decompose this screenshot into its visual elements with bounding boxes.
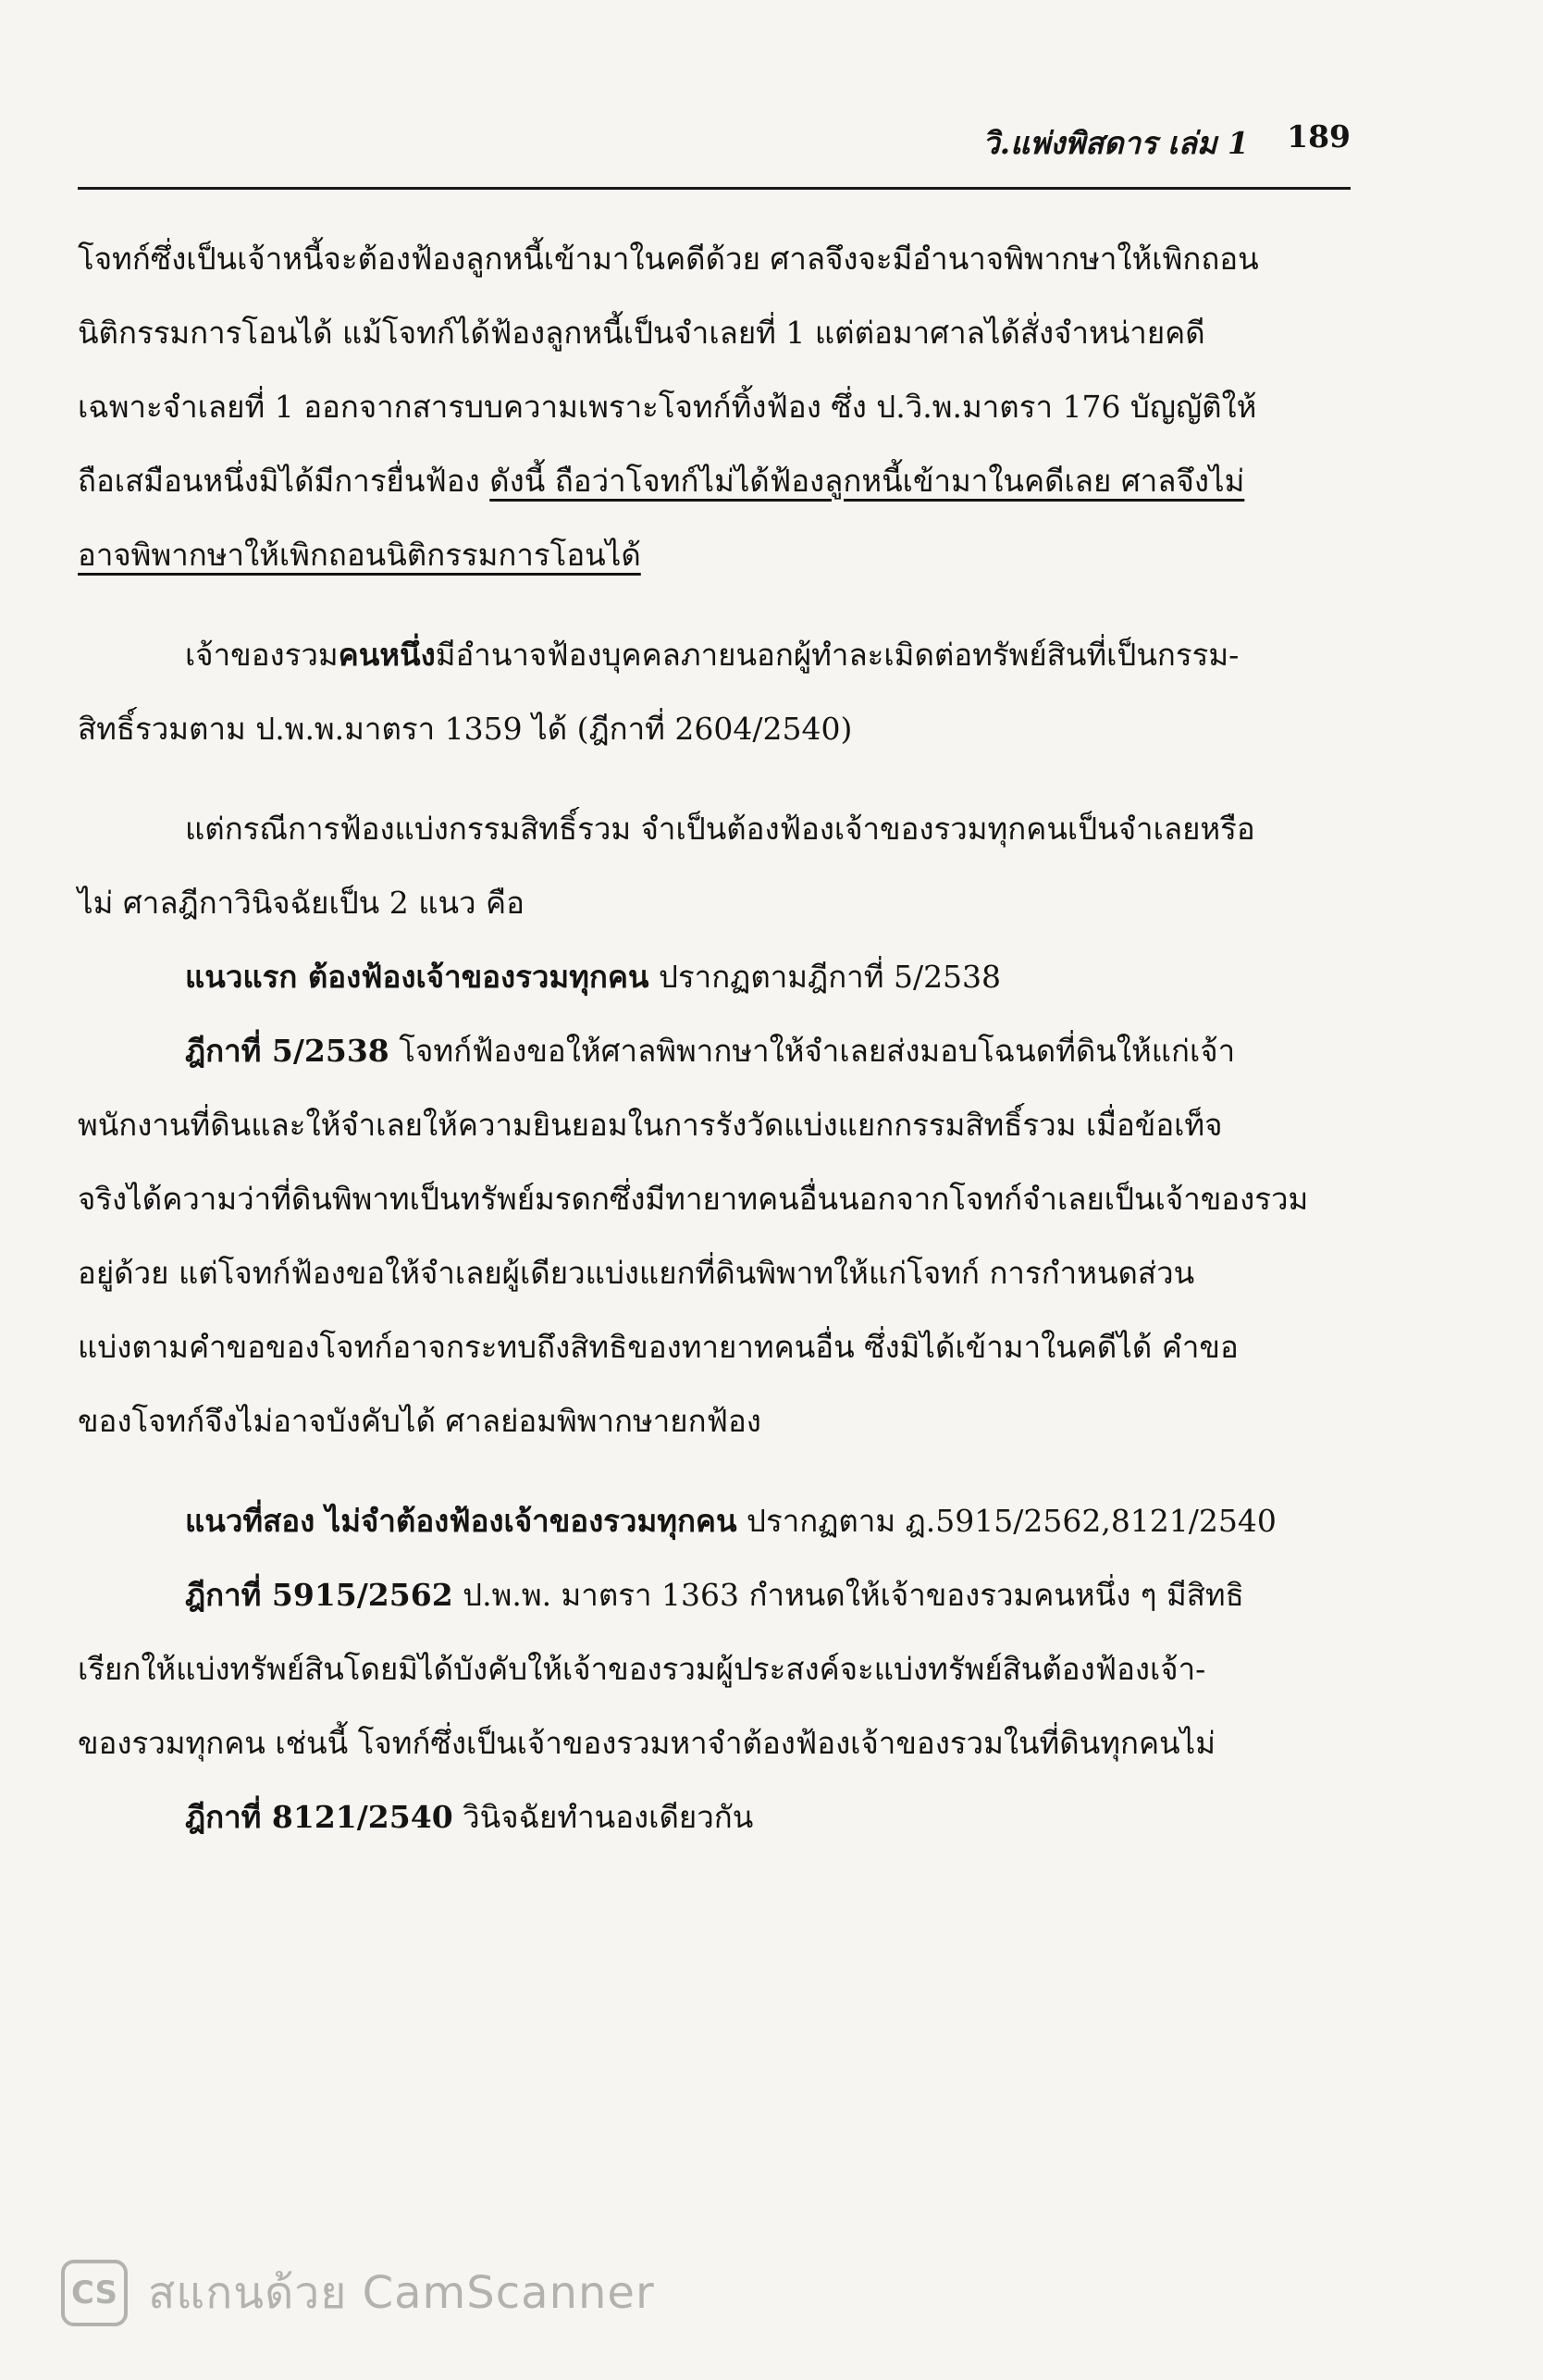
paragraph-approach-2 (78, 1484, 1351, 1558)
text-line (78, 618, 1351, 692)
page-number: 189 (1287, 118, 1351, 155)
text-segment: โจทก์ฟ้องขอให้ศาลพิพากษาให้จำเลยส่งมอบโฉนดที่ดินให้แก่เจ้า (389, 1033, 1236, 1069)
text-line: โจทก์ซึ่งเป็นเจ้าหนี้จะต้องฟ้องลูกหนี้เข้ามาในคดีด้วย ศาลจึงจะมีอำนาจพิพากษาให้เพิกถอน (78, 241, 1259, 277)
case-label: ฎีกาที่ 8121/2540 (185, 1799, 453, 1835)
paragraph-co-owner (78, 618, 1351, 766)
text-line (78, 518, 1351, 592)
text-line: เฉพาะจำเลยที่ 1 ออกจากสารบบความเพราะโจทก์ทิ้งฟ้อง ซึ่ง ป.วิ.พ.มาตรา 176 บัญญัติให้ (78, 389, 1257, 425)
bold-text: คนหนึ่ง (338, 637, 436, 673)
text-line: พนักงานที่ดินและให้จำเลยให้ความยินยอมในการรังวัดแบ่งแยกกรรมสิทธิ์รวม เมื่อข้อเท็จ (78, 1107, 1223, 1143)
text-segment: วินิจฉัยทำนองเดียวกัน (452, 1799, 754, 1835)
book-title: วิ.แพ่งพิสดาร เล่ม 1 (982, 125, 1249, 161)
camscanner-watermark (61, 2258, 655, 2328)
bold-text: แนวแรก ต้องฟ้องเจ้าของรวมทุกคน (185, 959, 649, 995)
text-line (78, 940, 1351, 1014)
text-segment: ปรากฏตามฎีกาที่ 5/2538 (648, 959, 1002, 995)
paragraph-court-ruling (78, 222, 1351, 592)
text-line (78, 444, 1351, 518)
text-line: ของรวมทุกคน เช่นนี้ โจทก์ซึ่งเป็นเจ้าของรวมหาจำต้องฟ้องเจ้าของรวมในที่ดินทุกคนไม่ (78, 1725, 1216, 1761)
paragraph-partition (78, 792, 1351, 940)
page-body (78, 222, 1351, 1854)
cs-logo-icon: CS (61, 2260, 128, 2326)
text-line: สิทธิ์รวมตาม ป.พ.พ.มาตรา 1359 ได้ (ฎีกาที่ 2604/2540) (78, 711, 853, 747)
text-line: จริงได้ความว่าที่ดินพิพาทเป็นทรัพย์มรดกซึ่งมีทายาทคนอื่นนอกจากโจทก์จำเลยเป็นเจ้าของรวม (78, 1181, 1309, 1217)
text-line: ของโจทก์จึงไม่อาจบังคับได้ ศาลย่อมพิพากษายกฟ้อง (78, 1403, 761, 1439)
text-segment: ป.พ.พ. มาตรา 1363 กำหนดให้เจ้าของรวมคนหนึ่ง ๆ มีสิทธิ (452, 1577, 1244, 1613)
bold-text: แนวที่สอง ไม่จำต้องฟ้องเจ้าของรวมทุกคน (185, 1503, 737, 1539)
paragraph-case-5915-2562 (78, 1558, 1351, 1780)
paragraph-case-8121-2540 (78, 1780, 1351, 1854)
running-header (78, 113, 1351, 190)
text-line (78, 1484, 1351, 1558)
paragraph-approach-1 (78, 940, 1351, 1014)
watermark-text: สแกนด้วย CamScanner (148, 2267, 655, 2319)
text-line (78, 1014, 1351, 1088)
text-segment: ปรากฏตาม ฎ.5915/2562,8121/2540 (736, 1503, 1277, 1539)
underlined-text: อาจพิพากษาให้เพิกถอนนิติกรรมการโอนได้ (78, 537, 641, 573)
text-line: แต่กรณีการฟ้องแบ่งกรรมสิทธิ์รวม จำเป็นต้องฟ้องเจ้าของรวมทุกคนเป็นจำเลยหรือ (185, 811, 1255, 847)
underlined-text: ดังนี้ ถือว่าโจทก์ไม่ได้ฟ้องลูกหนี้เข้ามาในคดีเลย ศาลจึงไม่ (489, 463, 1245, 499)
text-segment: ถือเสมือนหนึ่งมิได้มีการยื่นฟ้อง (78, 463, 490, 499)
text-line: อยู่ด้วย แต่โจทก์ฟ้องขอให้จำเลยผู้เดียวแบ่งแยกที่ดินพิพาทให้แก่โจทก์ การกำหนดส่วน (78, 1255, 1195, 1291)
text-line: เรียกให้แบ่งทรัพย์สินโดยมิได้บังคับให้เจ้าของรวมผู้ประสงค์จะแบ่งทรัพย์สินต้องฟ้องเจ้า- (78, 1651, 1206, 1687)
text-segment: มีอำนาจฟ้องบุคคลภายนอกผู้ทำละเมิดต่อทรัพย์สินที่เป็นกรรม- (435, 637, 1240, 673)
text-segment: เจ้าของรวม (185, 637, 339, 673)
text-line: แบ่งตามคำขอของโจทก์อาจกระทบถึงสิทธิของทายาทคนอื่น ซึ่งมิได้เข้ามาในคดีได้ คำขอ (78, 1329, 1239, 1365)
text-line: ไม่ ศาลฎีกาวินิจฉัยเป็น 2 แนว คือ (78, 885, 525, 921)
text-line: นิติกรรมการโอนได้ แม้โจทก์ได้ฟ้องลูกหนี้เป็นจำเลยที่ 1 แต่ต่อมาศาลได้สั่งจำหน่ายคดี (78, 315, 1205, 351)
text-line (78, 1558, 1351, 1632)
case-label: ฎีกาที่ 5915/2562 (185, 1577, 453, 1613)
case-label: ฎีกาที่ 5/2538 (185, 1033, 389, 1069)
paragraph-case-5-2538 (78, 1014, 1351, 1458)
text-line (78, 1780, 1351, 1854)
